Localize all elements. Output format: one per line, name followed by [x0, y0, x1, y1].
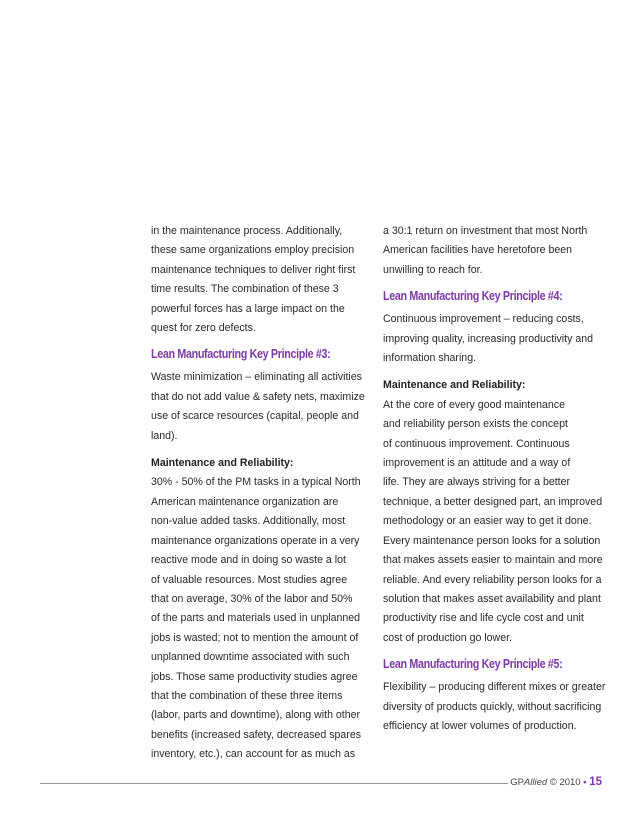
text-line: life. They are always striving for a better [383, 476, 571, 489]
text-line: inventory, etc.), can account for as much as [151, 748, 356, 761]
left-paragraph-2 [151, 368, 369, 446]
text-line: improvement is an attitude and a way of [383, 457, 571, 470]
text-line: that the combination of these three items [151, 689, 343, 702]
text-line: land). [151, 429, 178, 442]
text-line: solution that makes asset availability and plant [383, 592, 601, 605]
text-line: quest for zero defects. [151, 322, 256, 335]
page-footer [510, 776, 602, 788]
principle-3-heading: Lean Manufacturing Key Principle #3: [151, 347, 331, 362]
left-paragraph-3 [151, 473, 369, 764]
text-line: a 30:1 return on investment that most North [383, 225, 588, 237]
text-line: productivity rise and life cycle cost and unit [383, 612, 584, 625]
text-line: jobs. Those same productivity studies agree [151, 670, 358, 683]
text-line: of continuous improvement. Continuous [383, 437, 570, 450]
text-line: Every maintenance person looks for a solution [383, 534, 601, 547]
text-line: reliable. And every reliability person looks for a [383, 573, 602, 586]
text-line: Continuous improvement – reducing costs, [383, 313, 584, 326]
right-paragraph-1 [383, 222, 603, 280]
maintenance-reliability-subheading: Maintenance and Reliability: [383, 379, 526, 392]
text-line: of valuable resources. Most studies agree [151, 573, 348, 586]
left-column [151, 222, 369, 765]
text-line: efficiency at lower volumes of production. [383, 719, 577, 732]
text-line: time results. The combination of these 3 [151, 283, 339, 296]
right-paragraph-3 [383, 396, 603, 648]
text-line: diversity of products quickly, without sacrificing [383, 700, 602, 713]
text-line: powerful forces has a large impact on the [151, 302, 345, 315]
text-line: American facilities have heretofore been [383, 244, 573, 257]
text-line: maintenance organizations operate in a very [151, 534, 360, 547]
text-line: information sharing. [383, 352, 477, 365]
text-line: that makes assets easier to maintain and more [383, 554, 603, 567]
footer-bullet: • [583, 777, 587, 788]
text-line: (labor, parts and downtime), along with other [151, 709, 361, 722]
text-line: At the core of every good maintenance [383, 398, 565, 411]
text-line: non-value added tasks. Additionally, most [151, 515, 346, 528]
text-line: American maintenance organization are [151, 495, 339, 508]
text-line: technique, a better designed part, an improved [383, 495, 603, 508]
text-line: Waste minimization – eliminating all activities [151, 371, 362, 384]
page-number: 15 [589, 776, 602, 788]
maintenance-reliability-subheading: Maintenance and Reliability: [151, 457, 294, 470]
text-line: jobs is wasted; not to mention the amount of [151, 631, 359, 644]
text-line: in the maintenance process. Additionally, [151, 225, 343, 237]
footer-brand-allied: Allied [523, 777, 548, 788]
text-line: reactive mode and in doing so waste a lot [151, 554, 346, 567]
text-line: these same organizations employ precision [151, 244, 355, 257]
footer-divider [40, 783, 508, 784]
text-line: unplanned downtime associated with such [151, 651, 350, 664]
text-line: Flexibility – producing different mixes or greater [383, 681, 606, 694]
text-line: methodology or an easier way to get it done. [383, 515, 592, 528]
text-line: use of scarce resources (capital, people and [151, 410, 359, 423]
text-line: maintenance techniques to deliver right first [151, 263, 356, 276]
text-line: of the parts and materials used in unplanned [151, 612, 361, 625]
left-paragraph-1 [151, 222, 369, 338]
right-paragraph-2 [383, 310, 603, 368]
text-line: that do not add value & safety nets, maximize [151, 390, 365, 403]
text-line: that on average, 30% of the labor and 50% [151, 592, 353, 605]
text-line: and reliability person exists the concept [383, 418, 568, 431]
footer-copyright: © 2010 [549, 777, 581, 788]
right-paragraph-4 [383, 678, 606, 736]
text-line: benefits (increased safety, decreased spares [151, 728, 362, 741]
text-line: improving quality, increasing productivity and [383, 332, 594, 345]
footer-brand-gp: GP [510, 777, 524, 788]
text-line: unwilling to reach for. [383, 263, 483, 276]
text-line: 30% - 50% of the PM tasks in a typical North [151, 476, 361, 489]
right-column [383, 222, 606, 736]
principle-4-heading: Lean Manufacturing Key Principle #4: [383, 289, 563, 304]
text-line: cost of production go lower. [383, 631, 512, 644]
principle-5-heading: Lean Manufacturing Key Principle #5: [383, 657, 563, 672]
